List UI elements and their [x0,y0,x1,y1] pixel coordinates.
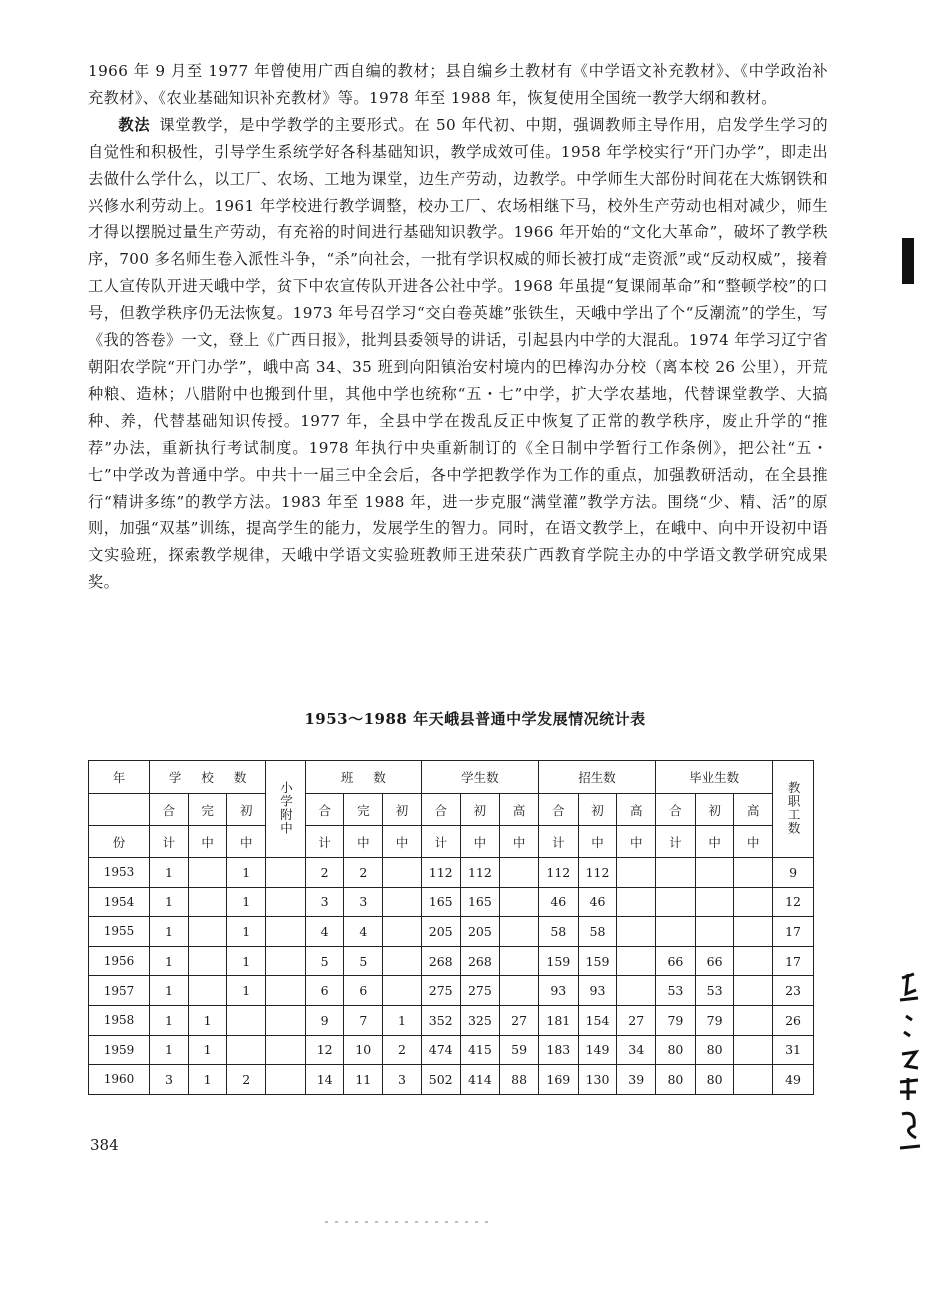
scan-artifact [325,1220,495,1224]
table-cell: 12 [305,1035,344,1065]
table-row [89,887,814,917]
table-cell: 5 [305,946,344,976]
method-body: 课堂教学，是中学教学的主要形式。在 50 年代初、中期，强调教师主导作用，启发学生学习的自觉性和积极性，引导学生系统学好各科基础知识，教学成效可佳。1958 年学校实行“开门办学”，即走出去做什么学什么，以工厂、农场、工地为课堂，边生产劳动，边教学。中学师生大部份时间花在大炼钢铁和兴修水利劳动上。1961 年学校进行教学调整，校办工厂、农场相继下马，校外生产劳动也相对减少，师生才得以摆脱过量生产劳动，有充裕的时间进行基础知识教学。1966 年开始的“文化大革命”，破坏了教学秩序，700 多名师生卷入派性斗争，“杀”向社会，一批有学识权威的师长被打成“走资派”或“反动权威”，接着工人宣传队开进天峨中学，贫下中农宣传队开进各公社中学。1968 年虽提“复课闹革命”和“整顿学校”的口号，但教学秩序仍无法恢复。1973 年号召学习“交白卷英雄”张铁生，天峨中学出了个“反潮流”的学生，写《我的答卷》一文，登上《广西日报》，批判县委领导的讲话，引起县内中学的大混乱。1974 年学习辽宁省朝阳农学院“开门办学”，峨中高 34、35 班到向阳镇治安村境内的巴棒沟办分校（离本校 26 公里），开荒种粮、造林；八腊附中也搬到什里，其他中学也统称“五・七”中学，扩大学农基地，代替课堂教学、大搞种、养，代替基础知识传授。1977 年，全县中学在拨乱反正中恢复了正常的教学秩序，废止升学的“推荐”办法，重新执行考试制度。1978 年执行中央重新制订的《全日制中学暂行工作条例》，把公社“五・七”中学改为普通中学。中共十一届三中全会后，各中学把教学作为工作的重点，加强教研活动，在全县推行“精讲多练”的教学方法。1983 年至 1988 年，进一步克服“满堂灌”教学方法。围绕“少、精、活”的原则，加强“双基”训练，提高学生的能力，发展学生的智力。同时，在语文教学上，在峨中、向中开设初中语文实验班，探索教学规律，天峨中学语文实验班教师王进荣获广西教育学院主办的中学语文教学研究成果奖。 [88,115,828,592]
table-cell: 1 [227,976,266,1006]
year-cell: 1956 [89,946,150,976]
table-cell [500,887,539,917]
table-row [89,946,814,976]
table-cell: 4 [305,917,344,947]
table-cell [734,1035,773,1065]
table-body [89,858,814,1095]
table-cell: 474 [421,1035,460,1065]
table-cell: 268 [421,946,460,976]
table-cell: 66 [695,946,734,976]
year-cell: 1955 [89,917,150,947]
year-cell: 1953 [89,858,150,888]
table-cell: 352 [421,1005,460,1035]
table-cell: 2 [305,858,344,888]
table-cell: 1 [150,1035,189,1065]
margin-handwriting-mark [892,970,926,1160]
table-cell: 169 [538,1065,578,1095]
table-cell: 325 [460,1005,500,1035]
table-cell: 3 [305,887,344,917]
table-cell [656,917,696,947]
table-cell: 1 [227,946,266,976]
table-cell [383,917,422,947]
table-cell: 79 [695,1005,734,1035]
year-header-bottom: 份 [89,826,150,858]
staff-header: 教职工数 [773,761,814,858]
table-cell: 58 [578,917,617,947]
table-cell: 9 [773,858,814,888]
table-cell: 2 [344,858,383,888]
table-cell [266,1005,306,1035]
paragraph-materials: 1966 年 9 月至 1977 年曾使用广西自编的教材；县自编乡土教材有《中学语文补充教材》、《中学政治补充教材》、《农业基础知识补充教材》等。1978 年至 1988 年，恢复使用全国统一教学大纲和教材。 [88,62,828,107]
table-cell: 80 [656,1035,696,1065]
table-cell: 6 [305,976,344,1006]
table-cell [227,1035,266,1065]
table-cell: 88 [500,1065,539,1095]
table-cell: 268 [460,946,500,976]
table-cell: 165 [460,887,500,917]
table-cell [266,1065,306,1095]
table-cell [695,887,734,917]
table-cell: 17 [773,946,814,976]
table-cell [266,917,306,947]
table-cell: 14 [305,1065,344,1095]
table-cell: 502 [421,1065,460,1095]
classes-header: 班 数 [305,761,421,794]
statistics-table [88,760,814,1095]
table-cell: 1 [188,1005,227,1035]
page-number: 384 [90,1136,119,1154]
table-cell: 17 [773,917,814,947]
table-row [89,858,814,888]
table-cell: 159 [538,946,578,976]
table-cell [266,976,306,1006]
table-cell [734,1065,773,1095]
table-cell: 205 [421,917,460,947]
year-cell: 1959 [89,1035,150,1065]
table-cell [656,858,696,888]
table-cell [734,917,773,947]
table-cell [734,1005,773,1035]
table-cell [734,858,773,888]
table-cell: 59 [500,1035,539,1065]
table-cell: 79 [656,1005,696,1035]
table-row [89,917,814,947]
table-cell: 1 [383,1005,422,1035]
table-cell [188,858,227,888]
table-cell: 46 [538,887,578,917]
table-row [89,976,814,1006]
table-cell [617,858,656,888]
table-cell [383,858,422,888]
table-row [89,1065,814,1095]
table-cell [617,917,656,947]
table-cell [383,887,422,917]
table-cell: 31 [773,1035,814,1065]
table-cell: 2 [227,1065,266,1095]
table-cell: 1 [227,917,266,947]
table-cell [227,1005,266,1035]
table-cell [617,976,656,1006]
table-cell: 10 [344,1035,383,1065]
table-cell [188,917,227,947]
table-cell [266,887,306,917]
table-cell: 26 [773,1005,814,1035]
table-row [89,1005,814,1035]
table-cell: 39 [617,1065,656,1095]
table-cell: 3 [383,1065,422,1095]
table-cell: 27 [617,1005,656,1035]
table-cell: 3 [150,1065,189,1095]
table-cell: 1 [227,887,266,917]
table-cell: 159 [578,946,617,976]
table-cell [734,976,773,1006]
table-cell: 112 [460,858,500,888]
table-cell: 34 [617,1035,656,1065]
table-cell [266,1035,306,1065]
table-cell: 112 [421,858,460,888]
table-cell: 58 [538,917,578,947]
table-cell: 1 [150,858,189,888]
table-cell: 93 [538,976,578,1006]
table-cell [500,858,539,888]
table-cell [266,858,306,888]
table-cell [383,946,422,976]
table-cell [500,976,539,1006]
table-cell: 415 [460,1035,500,1065]
table-cell: 6 [344,976,383,1006]
table-cell: 80 [695,1065,734,1095]
table-cell: 80 [695,1035,734,1065]
table-cell: 7 [344,1005,383,1035]
table-cell: 53 [695,976,734,1006]
year-cell: 1954 [89,887,150,917]
table-cell: 1 [188,1065,227,1095]
table-cell [383,976,422,1006]
table-cell [617,946,656,976]
year-header-top: 年 [89,761,150,794]
table-cell: 80 [656,1065,696,1095]
table-cell [617,887,656,917]
paragraph-teaching-method [88,112,828,596]
table-cell: 53 [656,976,696,1006]
table-cell: 1 [150,917,189,947]
table-cell [500,917,539,947]
enrolled-header: 招生数 [538,761,655,794]
table-cell: 2 [383,1035,422,1065]
table-cell: 46 [578,887,617,917]
table-cell: 27 [500,1005,539,1035]
table-cell: 414 [460,1065,500,1095]
table-cell: 130 [578,1065,617,1095]
table-cell: 3 [344,887,383,917]
table-cell: 165 [421,887,460,917]
year-cell: 1960 [89,1065,150,1095]
schools-header: 学 校 数 [150,761,266,794]
table-cell: 205 [460,917,500,947]
table-cell [188,976,227,1006]
table-row [89,1035,814,1065]
table-cell: 1 [150,887,189,917]
table-cell: 183 [538,1035,578,1065]
table-cell: 12 [773,887,814,917]
table-cell: 1 [227,858,266,888]
table-cell [188,887,227,917]
attached-header: 小学附中 [266,761,306,858]
table-cell: 9 [305,1005,344,1035]
table-cell [695,917,734,947]
table-cell: 112 [578,858,617,888]
year-cell: 1958 [89,1005,150,1035]
table-cell [695,858,734,888]
year-cell: 1957 [89,976,150,1006]
table-cell [734,946,773,976]
table-cell: 93 [578,976,617,1006]
table-cell: 5 [344,946,383,976]
table-cell: 23 [773,976,814,1006]
table-cell: 275 [460,976,500,1006]
header-row-top: 合 完 初 合 完 初 合 初 高 合 初 高 合 初 高 [89,794,814,826]
main-text [88,58,828,596]
table-cell: 1 [150,946,189,976]
table-cell: 11 [344,1065,383,1095]
table-cell [734,887,773,917]
section-lead: 教法 [118,115,151,134]
table-cell: 1 [150,1005,189,1035]
table-cell [500,946,539,976]
table-cell: 1 [188,1035,227,1065]
graduates-header: 毕业生数 [656,761,773,794]
table-title: 1953～1988 年天峨县普通中学发展情况统计表 [304,710,646,728]
table-cell: 181 [538,1005,578,1035]
students-header: 学生数 [421,761,538,794]
table-cell [656,887,696,917]
margin-block-mark [902,238,914,284]
table-cell: 66 [656,946,696,976]
table-cell [188,946,227,976]
table-cell: 49 [773,1065,814,1095]
table-cell: 4 [344,917,383,947]
table-cell: 154 [578,1005,617,1035]
table-cell: 112 [538,858,578,888]
table-cell: 1 [150,976,189,1006]
table-cell [266,946,306,976]
table-cell: 275 [421,976,460,1006]
header-row-bottom: 份 计 中 中 计 中 中 计 中 中 计 中 中 计 中 中 [89,826,814,858]
table-cell: 149 [578,1035,617,1065]
